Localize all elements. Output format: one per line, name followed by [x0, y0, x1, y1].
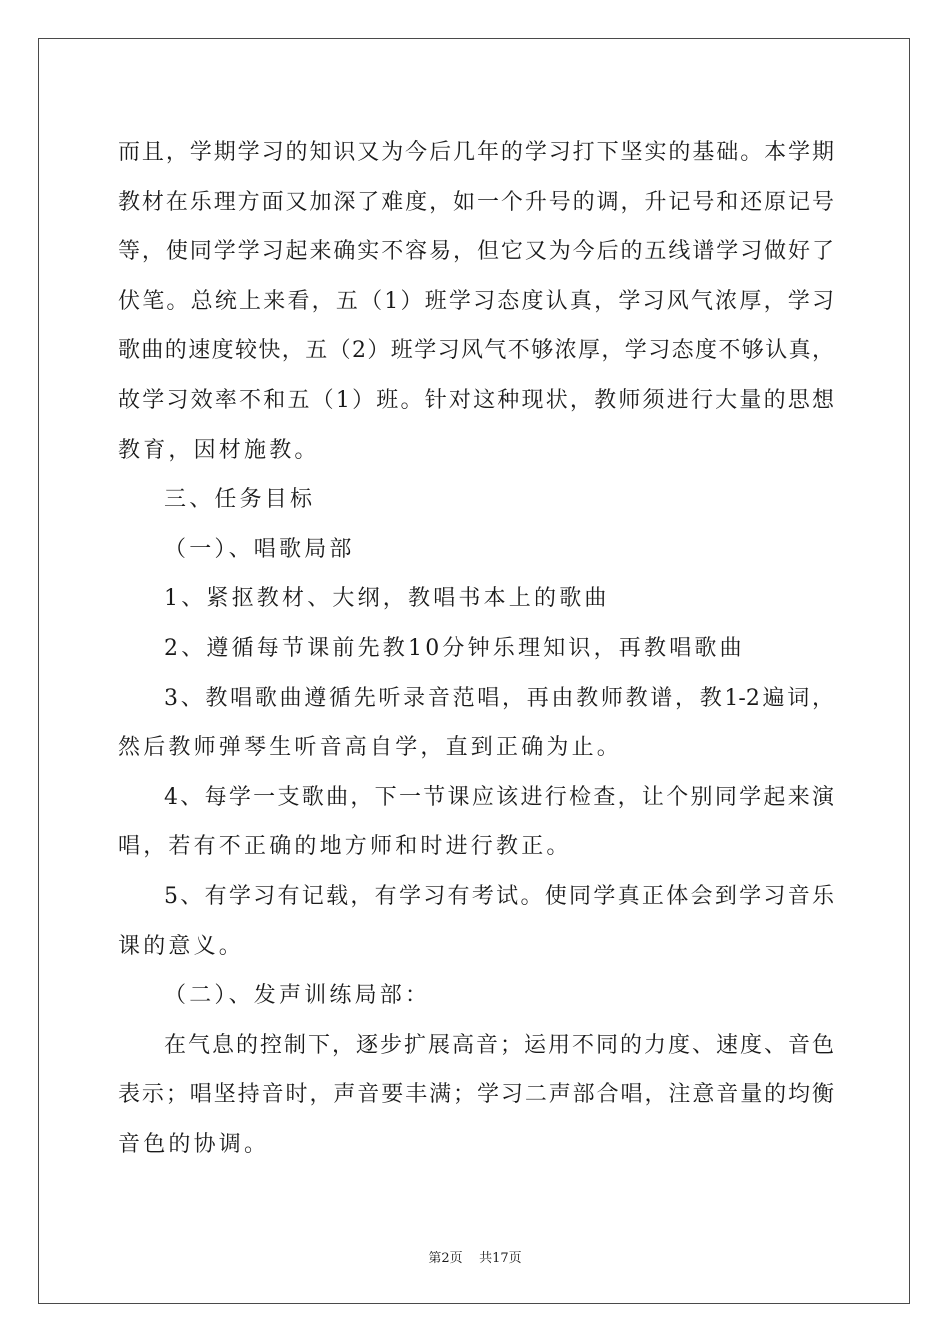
paragraph: [118, 128, 834, 475]
document-body: [118, 128, 834, 1169]
text-line: 伏笔。总统上来看，五（1）班学习态度认真，学习风气浓厚，学习: [118, 288, 834, 314]
text-line: 然后教师弹琴生听音高自学，直到正确为止。: [118, 735, 623, 761]
paragraph: [118, 674, 834, 773]
text-line: 5、有学习有记载，有学习有考试。使同学真正体会到学习音乐: [164, 883, 834, 909]
paragraph: [118, 773, 834, 872]
paragraph: [118, 971, 834, 1021]
paragraph: [118, 624, 834, 674]
paragraph: [118, 475, 834, 525]
text-line: 教育，因材施教。: [118, 437, 320, 463]
text-line: 而且，学期学习的知识又为今后几年的学习打下坚实的基础。本学期: [118, 140, 834, 165]
page-number-footer: 第2页 共17页: [428, 1251, 522, 1266]
text-line: 教材在乐理方面又加深了难度，如一个升号的调，升记号和还原记号: [118, 189, 834, 215]
text-line: （一）、唱歌局部: [164, 536, 355, 562]
paragraph: [118, 525, 834, 575]
text-line: 三、任务目标: [164, 487, 316, 513]
paragraph: [118, 574, 834, 624]
text-line: 4、每学一支歌曲，下一节课应该进行检查，让个别同学起来演: [164, 784, 834, 810]
text-line: （二）、发声训练局部：: [164, 983, 431, 1009]
text-line: 歌曲的速度较快，五（2）班学习风气不够浓厚，学习态度不够认真，: [118, 338, 834, 364]
text-line: 3、教唱歌曲遵循先听录音范唱，再由教师教谱，教1-2遍词，: [164, 685, 834, 711]
text-line: 等，使同学学习起来确实不容易，但它又为今后的五线谱学习做好了: [118, 239, 834, 265]
paragraph: [118, 872, 834, 971]
text-line: 在气息的控制下，逐步扩展高音；运用不同的力度、速度、音色: [164, 1032, 834, 1058]
text-line: 2、遵循每节课前先教10分钟乐理知识，再教唱歌曲: [164, 635, 745, 661]
text-line: 1、紧抠教材、大纲，教唱书本上的歌曲: [164, 586, 610, 612]
text-line: 故学习效率不和五（1）班。针对这种现状，教师须进行大量的思想: [118, 387, 834, 413]
paragraph: [118, 1021, 834, 1170]
text-line: 音色的协调。: [118, 1131, 270, 1157]
text-line: 唱，若有不正确的地方师和时进行教正。: [118, 834, 572, 860]
text-line: 课的意义。: [118, 933, 245, 959]
text-line: 表示；唱坚持音时，声音要丰满；学习二声部合唱，注意音量的均衡: [118, 1082, 834, 1108]
